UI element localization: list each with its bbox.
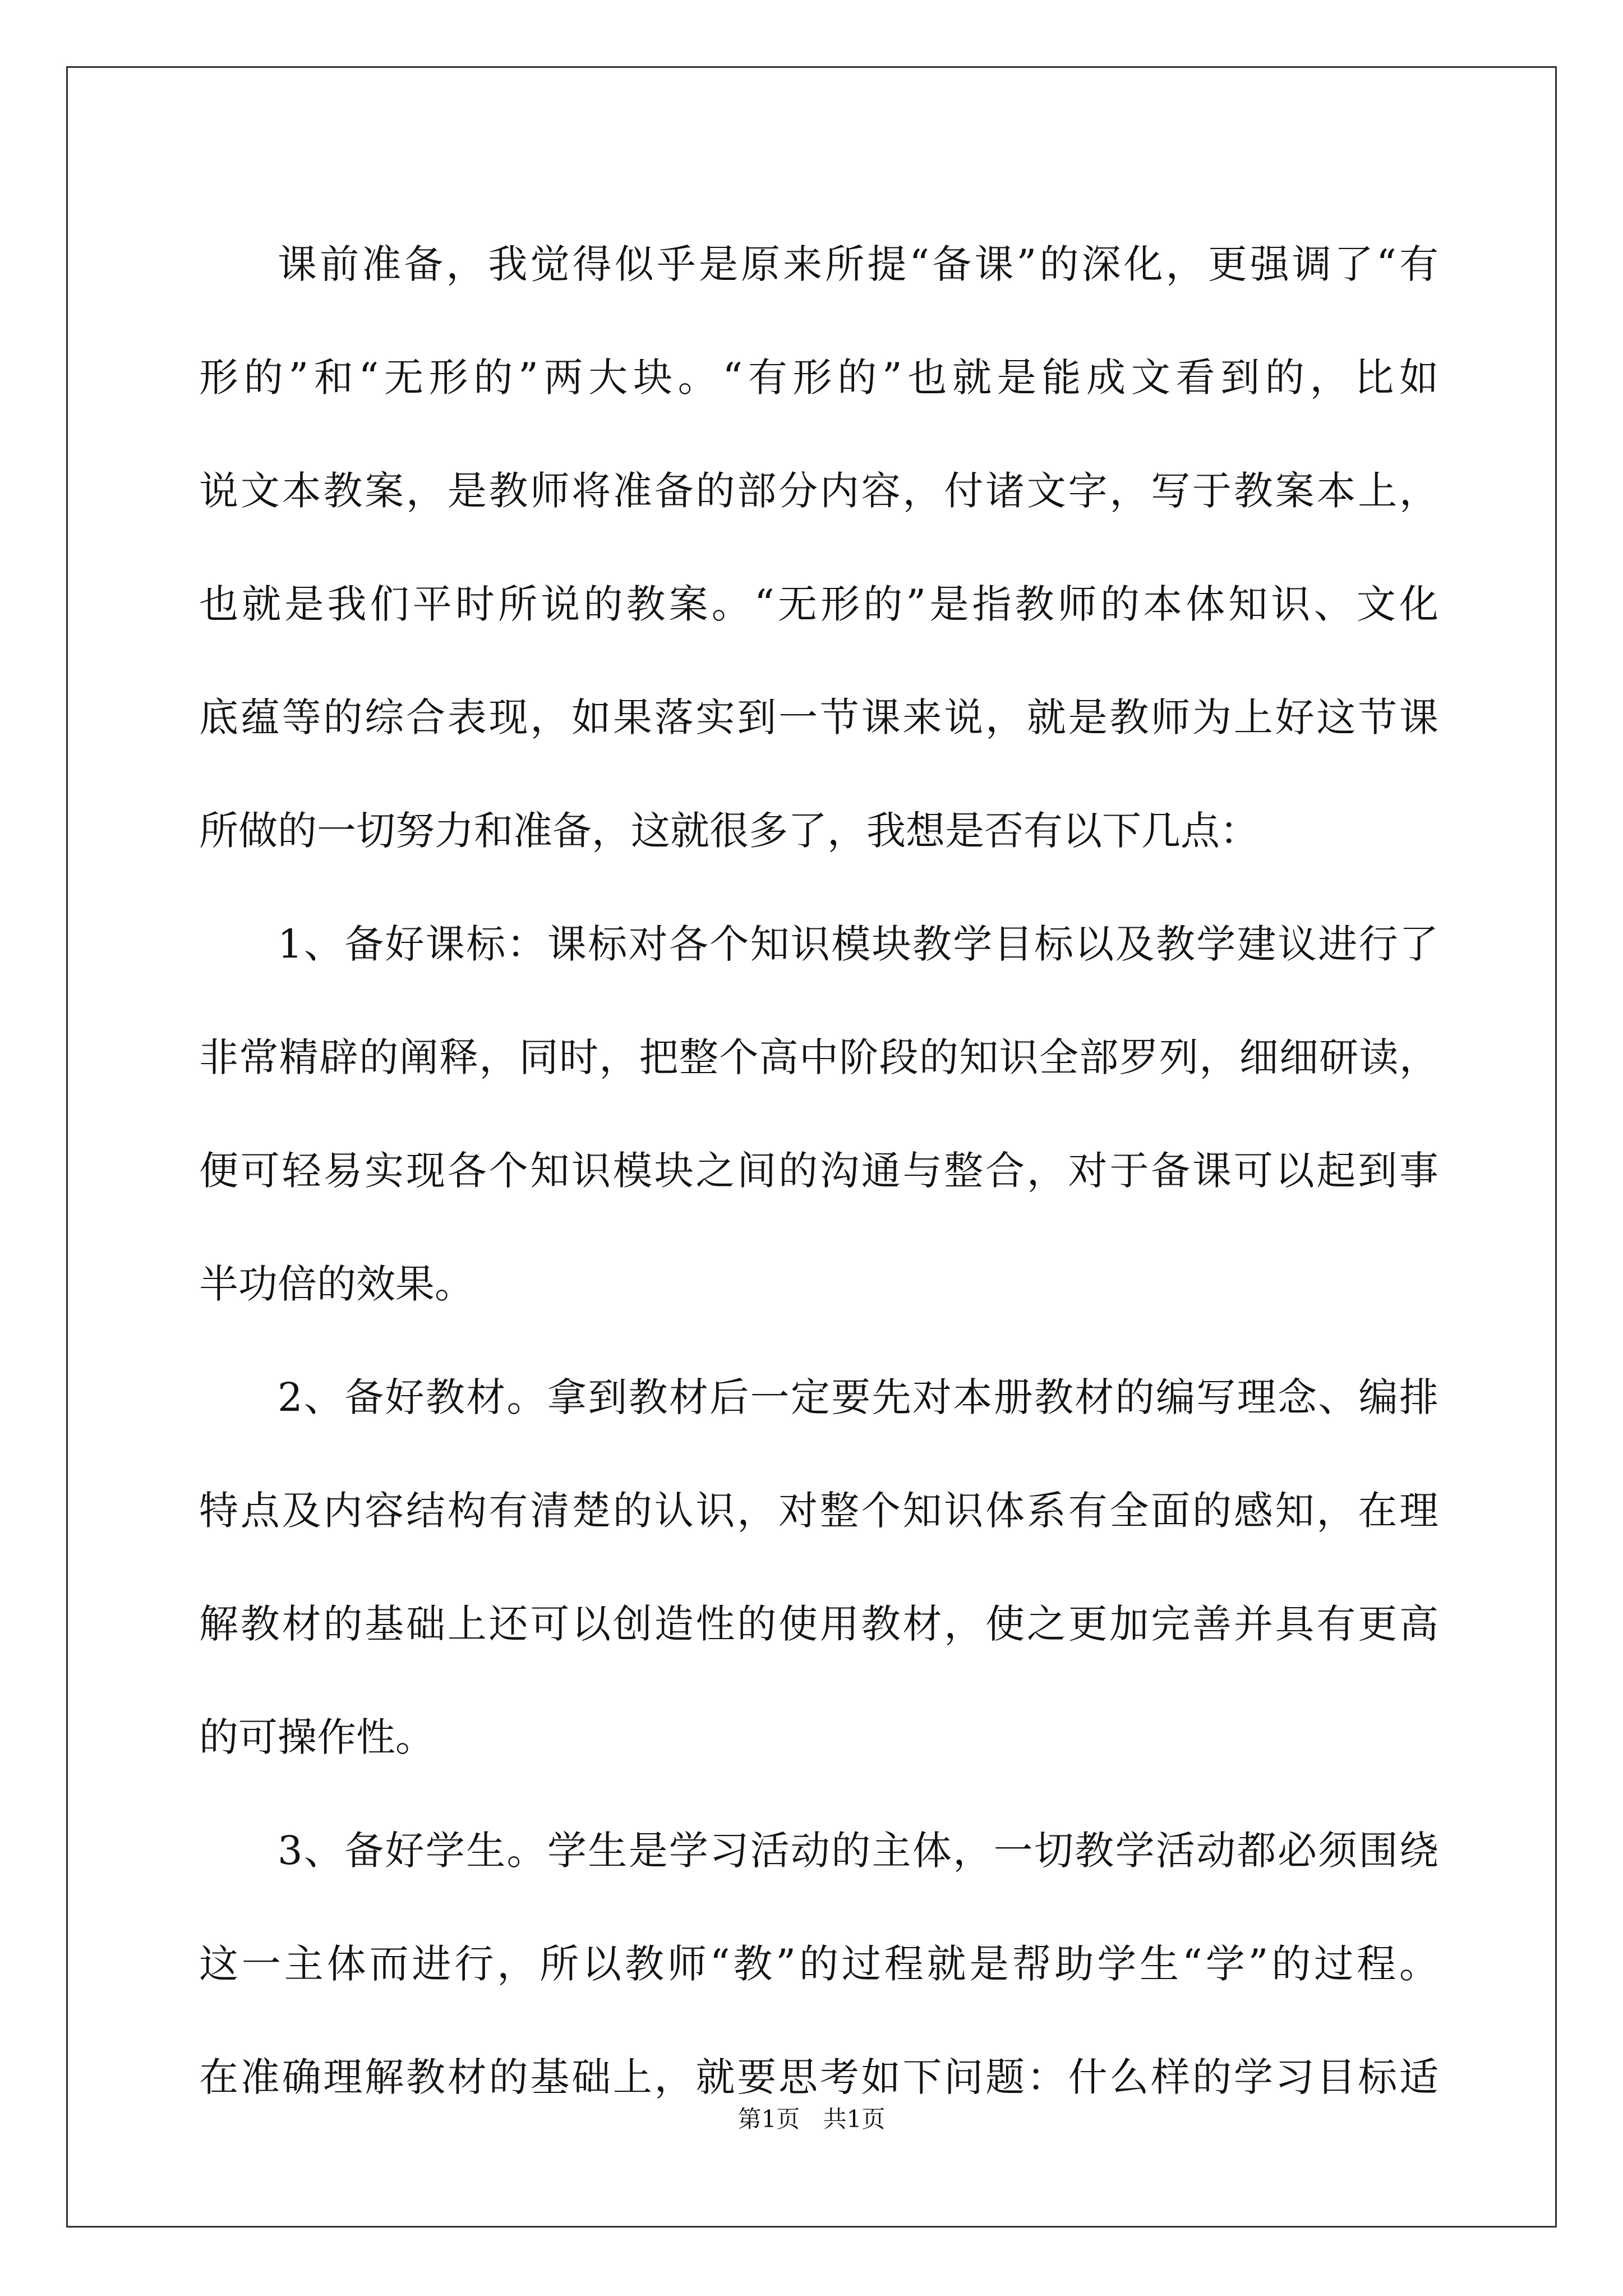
page-total: 共1页 [823,2105,886,2133]
text-line: 特点及内容结构有清楚的认识，对整个知识体系有全面的感知，在理 [199,1488,1438,1534]
text-line: 在准确理解教材的基础上，就要思考如下问题：什么样的学习目标适 [199,2054,1438,2100]
text-line: 解教材的基础上还可以创造性的使用教材，使之更加完善并具有更高 [199,1601,1438,1647]
text-line: 课前准备，我觉得似乎是原来所提“备课”的深化，更强调了“有 [278,241,1438,287]
text-line: 底蕴等的综合表现，如果落实到一节课来说，就是教师为上好这节课 [199,694,1438,740]
text-line: 半功倍的效果。 [199,1261,474,1307]
text-line: 非常精辟的阐释，同时，把整个高中阶段的知识全部罗列，细细研读， [199,1034,1438,1080]
document-body [199,208,1438,2134]
text-line: 的可操作性。 [199,1714,435,1760]
text-line: 便可轻易实现各个知识模块之间的沟通与整合，对于备课可以起到事 [199,1148,1438,1194]
text-line: 3、备好学生。学生是学习活动的主体，一切教学活动都必须围绕 [278,1828,1438,1874]
text-line: 所做的一切努力和准备，这就很多了，我想是否有以下几点： [199,808,1259,854]
text-line: 1、备好课标：课标对各个知识模块教学目标以及教学建议进行了 [278,921,1438,967]
page-footer [0,2101,1623,2134]
text-line: 形的”和“无形的”两大块。“有形的”也就是能成文看到的，比如 [199,355,1438,401]
page-number: 第1页 [737,2105,800,2133]
text-line: 2、备好教材。拿到教材后一定要先对本册教材的编写理念、编排 [278,1374,1438,1420]
text-line: 说文本教案，是教师将准备的部分内容，付诸文字，写于教案本上， [199,468,1438,514]
text-line: 也就是我们平时所说的教案。“无形的”是指教师的本体知识、文化 [199,581,1438,627]
text-line: 这一主体而进行，所以教师“教”的过程就是帮助学生“学”的过程。 [199,1941,1438,1987]
